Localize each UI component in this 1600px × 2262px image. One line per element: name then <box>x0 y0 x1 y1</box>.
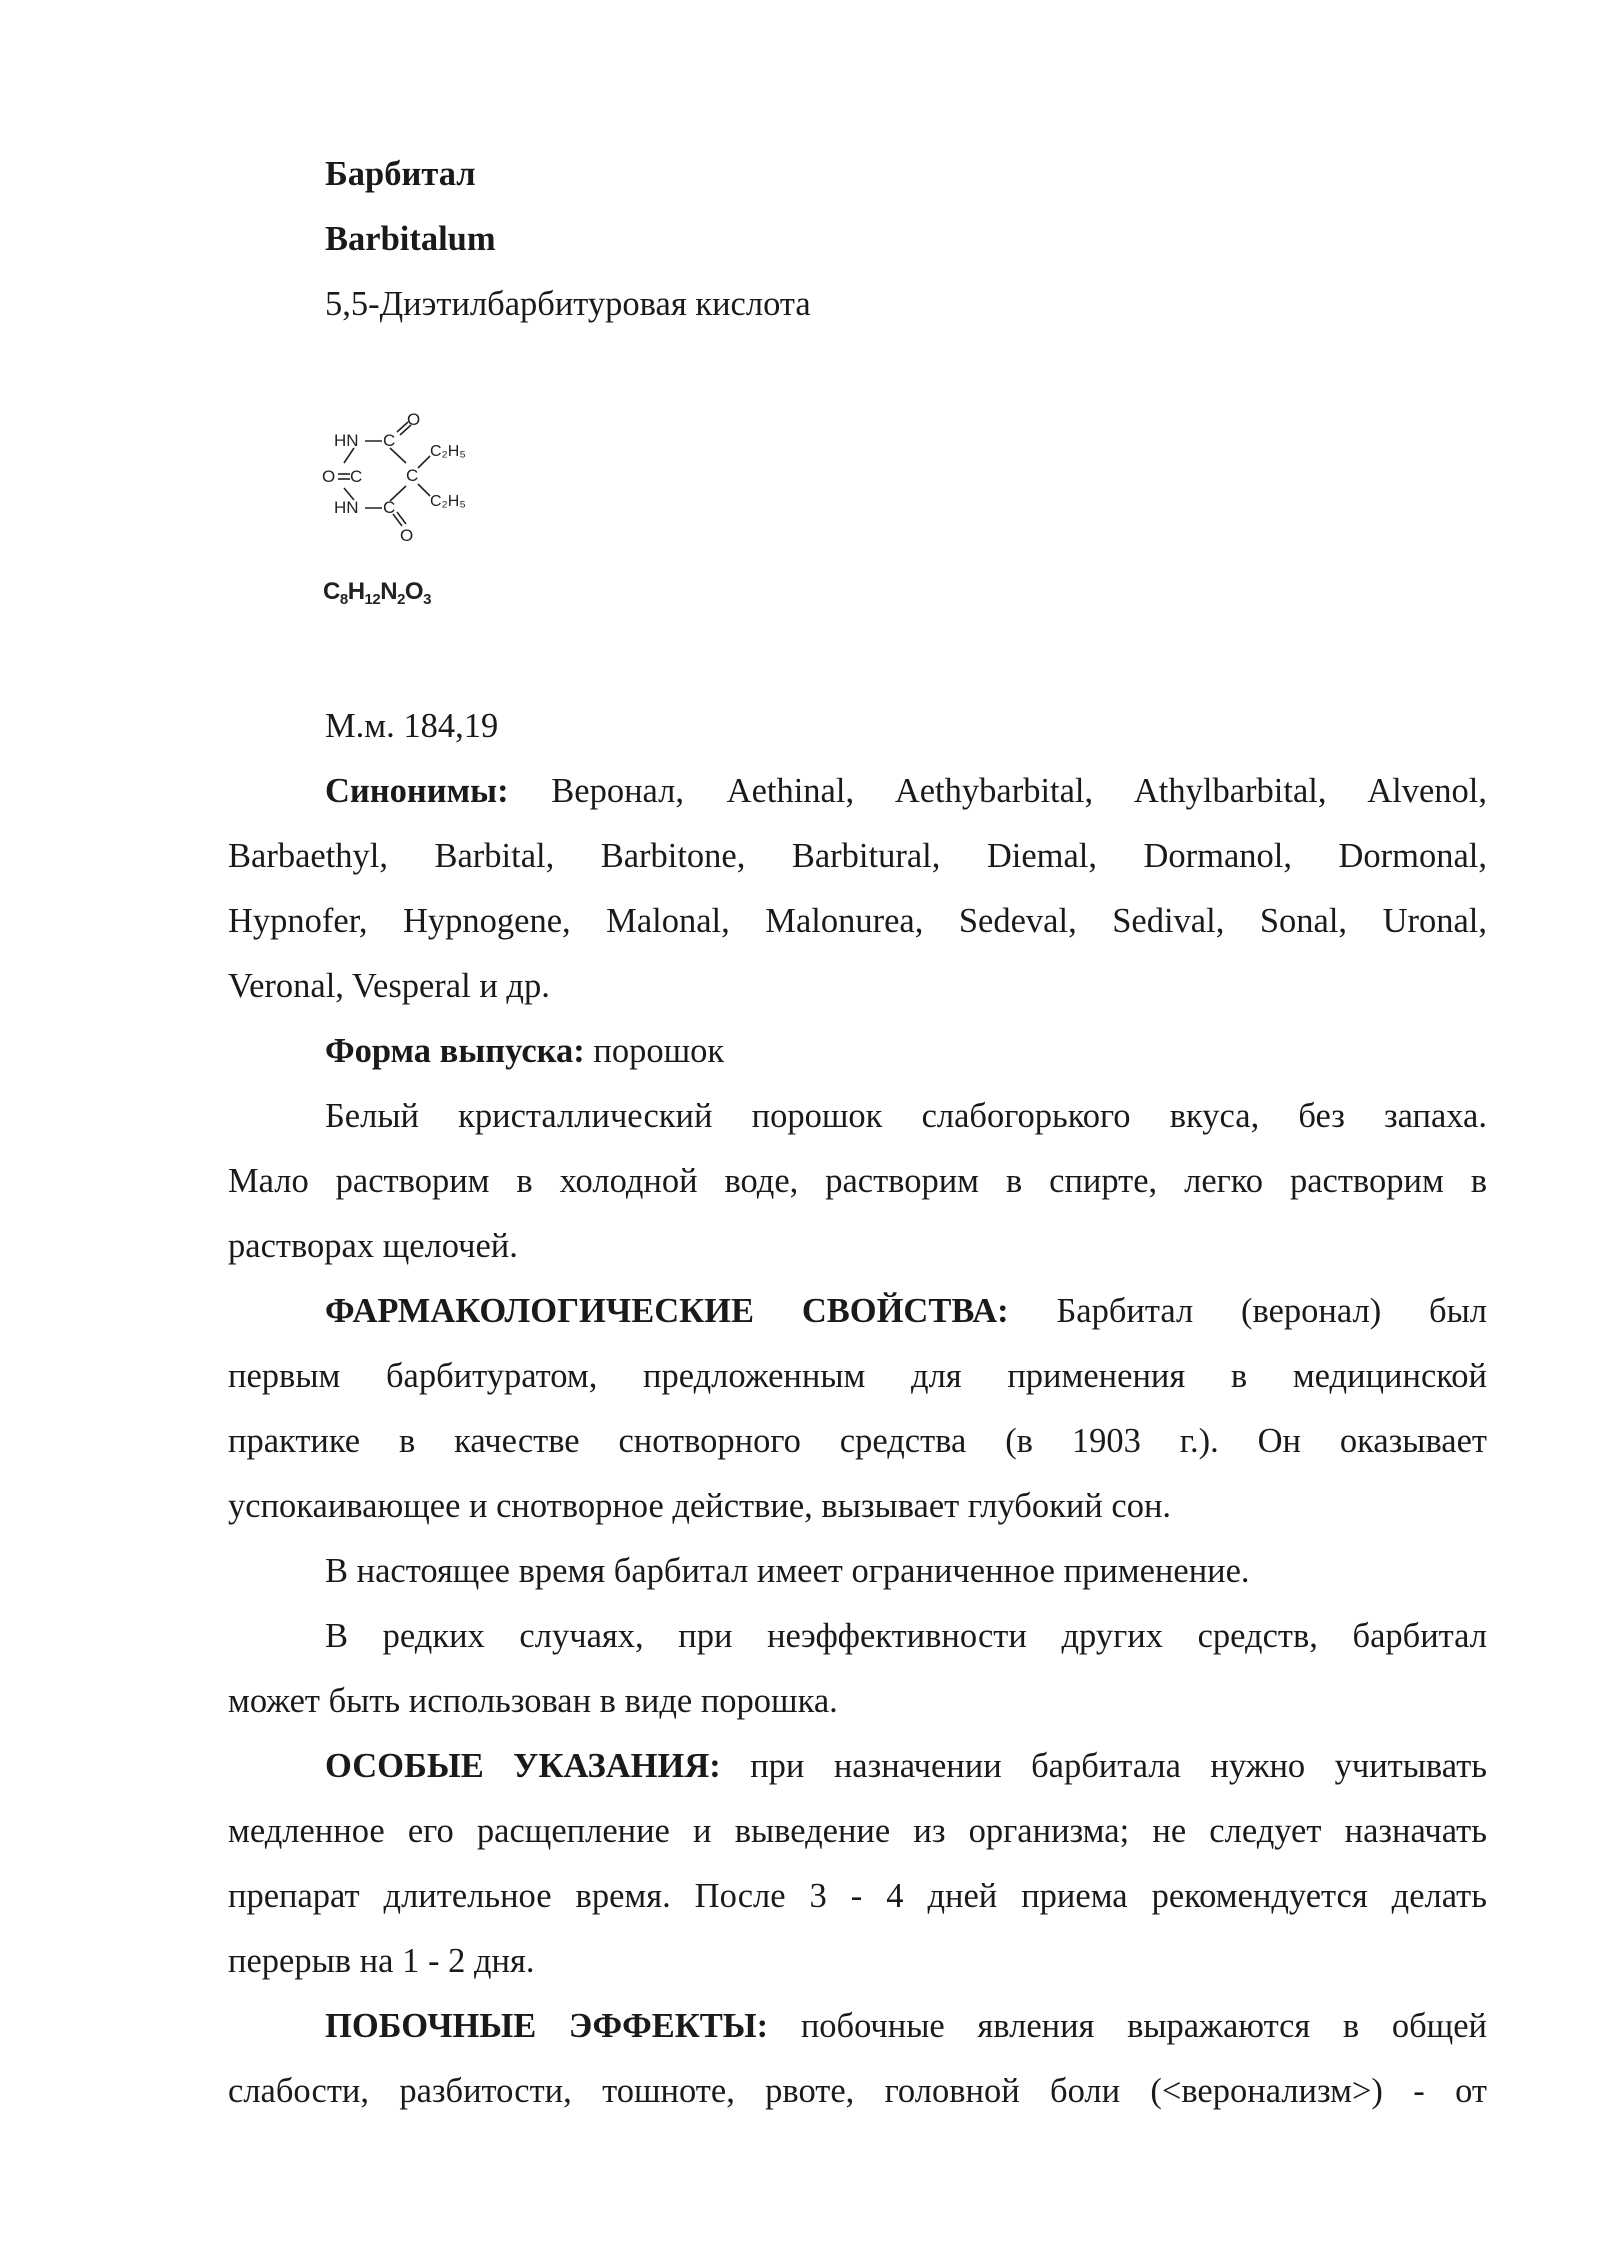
synonyms-line-3: Hypnofer, Hypnogene, Malonal, Malonurea, Sedeval, Sedival, Sonal, Uronal, <box>228 902 1487 940</box>
structural-formula <box>322 408 562 548</box>
title-ru: Барбитал <box>325 155 476 193</box>
atom-o-left: O <box>322 467 336 486</box>
atom-ethyl-bottom: C₂H₅ <box>430 493 466 510</box>
atom-hn-bottom: HN <box>334 498 359 517</box>
special-line-2: медленное его расщепление и выведение из организма; не следует назначать <box>228 1812 1487 1850</box>
atom-c-center: C <box>406 466 419 485</box>
molar-mass: М.м. 184,19 <box>325 707 499 745</box>
special-line-4: перерыв на 1 - 2 дня. <box>228 1942 535 1980</box>
atom-c-bottom: C <box>383 498 396 517</box>
description-line-2: Мало растворим в холодной воде, растворим в спирте, легко растворим в <box>228 1162 1487 1200</box>
pharmacology-line-3: практике в качестве снотворного средства (в 1903 г.). Он оказывает <box>228 1422 1487 1460</box>
atom-o-top: O <box>407 410 421 429</box>
atom-hn-top: HN <box>334 431 359 450</box>
rare-cases-line-2: может быть использован в виде порошка. <box>228 1682 838 1720</box>
release-form: Форма выпуска: порошок <box>325 1032 725 1070</box>
pharmacology-line-2: первым барбитуратом, предложенным для применения в медицинской <box>228 1357 1487 1395</box>
pharmacology-line-1: ФАРМАКОЛОГИЧЕСКИЕ СВОЙСТВА: Барбитал (веронал) был <box>325 1292 1487 1330</box>
special-line-1: ОСОБЫЕ УКАЗАНИЯ: при назначении барбитала нужно учитывать <box>325 1747 1488 1785</box>
special-line-3: препарат длительное время. После 3 - 4 дней приема рекомендуется делать <box>228 1877 1487 1915</box>
atom-ethyl-top: C₂H₅ <box>430 443 466 460</box>
side-effects-line-2: слабости, разбитости, тошноте, рвоте, головной боли (<веронализм>) - от <box>228 2072 1487 2110</box>
synonyms-line-1: Синонимы: Веронал, Aethinal, Aethybarbital, Athylbarbital, Alvenol, <box>325 772 1487 810</box>
molecular-formula: $C_8H_{12}N_2O_3$ <box>323 578 431 608</box>
synonyms-line-2: Barbaethyl, Barbital, Barbitone, Barbitural, Diemal, Dormanol, Dormonal, <box>228 837 1487 875</box>
description-line-1: Белый кристаллический порошок слабогорького вкуса, без запаха. <box>325 1097 1487 1135</box>
side-effects-line-1: ПОБОЧНЫЕ ЭФФЕКТЫ: побочные явления выражаются в общей <box>325 2007 1487 2045</box>
limited-use: В настоящее время барбитал имеет ограниченное применение. <box>325 1552 1250 1590</box>
atom-c-left: C <box>350 467 363 486</box>
chemical-name: 5,5-Диэтилбарбитуровая кислота <box>325 285 811 323</box>
description-line-3: растворах щелочей. <box>228 1227 518 1265</box>
rare-cases-line-1: В редких случаях, при неэффективности других средств, барбитал <box>325 1617 1487 1655</box>
title-latin: Barbitalum <box>325 220 496 258</box>
atom-c-top: C <box>383 431 396 450</box>
synonyms-line-4: Veronal, Vesperal и др. <box>228 967 550 1005</box>
atom-o-bottom: O <box>400 526 414 545</box>
pharmacology-line-4: успокаивающее и снотворное действие, вызывает глубокий сон. <box>228 1487 1172 1525</box>
